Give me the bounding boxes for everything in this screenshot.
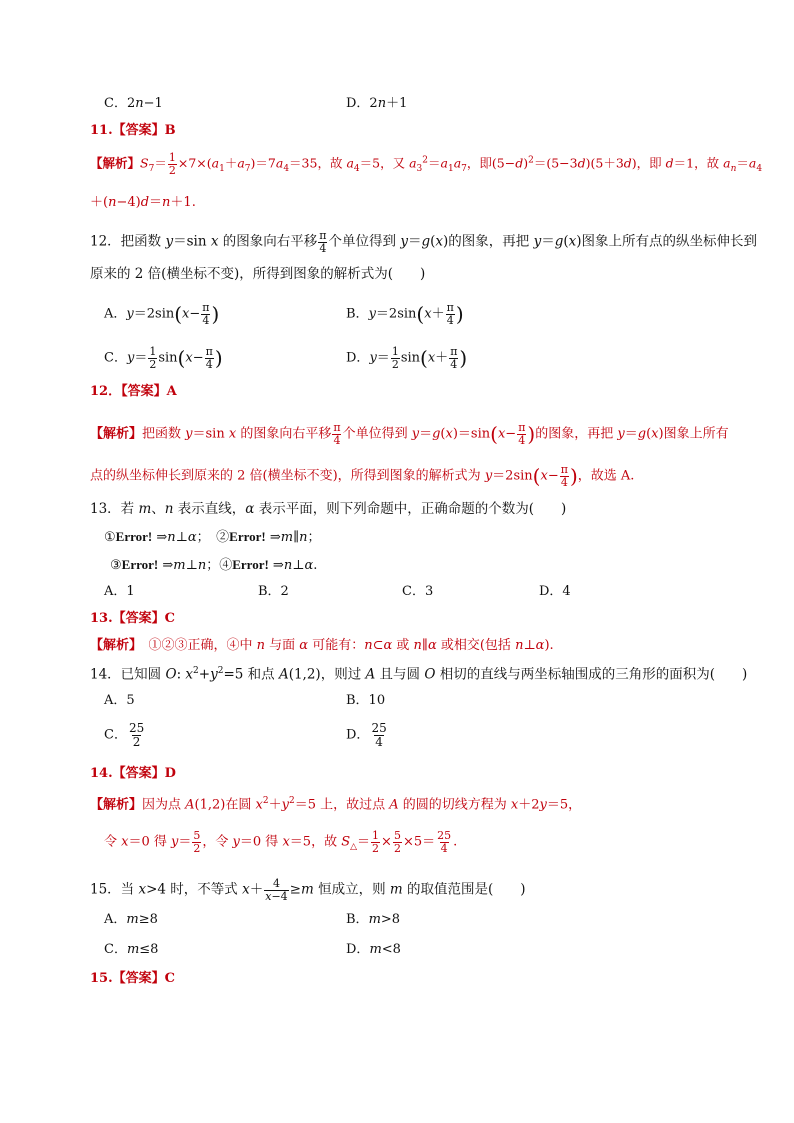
q14-option-a: A．5: [104, 693, 135, 708]
q14-option-c: C． $\frac{25}{2}$: [104, 721, 145, 749]
q12-option-a: A．y＝2sin(x− $\frac{\pi}{4}$ ): [104, 301, 220, 327]
q12-option-d: D．y＝ $\frac{1}{2}$ sin(x＋ $\frac{\pi}{4}$ ): [346, 345, 468, 371]
q14-option-b: B．10: [346, 693, 386, 708]
q12-explanation-line1: 【解析】把函数 y＝sin x 的图象向右平移 $\frac{\pi}{4}$ 个单位得到 y＝g(x)＝sin(x− $\frac{\pi}{4}$ )的图象，再把 y＝g(x)图象上所有: [90, 421, 729, 447]
q13-explanation: 【解析】 ①②③正确，④中 n 与面 α 可能有：n⊂α 或 n∥α 或相交(包括 n⊥α).: [90, 638, 554, 653]
q15-answer: 15.【答案】C: [90, 971, 175, 986]
q14-explanation-line1: 【解析】因为点 A(1,2)在圆 $x^2+y^2=5$ 上，故过点 A 的圆的切线方程为 x＋2y＝5，: [90, 796, 582, 813]
q12-stem-line2: 原来的 2 倍(横坐标不变)，所得到图象的解析式为( ): [90, 266, 426, 282]
q11-explanation-line1: 【解析】$S_7=$ $\frac{1}{2}$ $\times 7\times(a_1+a_7)=7a_4=35$，故 $a_4=5$，又 $a_3^2=a_1a_7$，即$(5-d)^2=(5-3d)(5+3d)$，即 d＝1，故 $a_n=a_4$: [90, 151, 763, 177]
q13-option-c: C．3: [402, 584, 434, 599]
q14-option-d: D． $\frac{25}{4}$: [346, 721, 387, 749]
q15-option-c: C．m≤8: [104, 942, 159, 957]
q15-option-d: D．m<8: [346, 942, 401, 957]
q12-explanation-line2: 点的纵坐标伸长到原来的 2 倍(横坐标不变)，所得到图象的解析式为 y＝2sin(x− $\frac{\pi}{4}$ )，故选 A.: [90, 463, 635, 489]
q12-expl-label: 【解析】: [90, 426, 143, 442]
q13-answer: 13.【答案】C: [90, 611, 175, 626]
q11-explanation-line2: ＋(n−4)d＝n＋1.: [90, 195, 196, 210]
q14-explanation-line2: 令 x＝0 得 y＝ $\frac{5}{2}$ ，令 y＝0 得 x＝5，故 $S_\triangle=$ $\frac{1}{2}$ × $\frac{5}{2}$ ×5＝ $\frac{25}{4}$ .: [104, 829, 458, 855]
q13-propositions-1-2: ①Error! ⇒n⊥α； ②Error! ⇒m∥n；: [104, 529, 321, 545]
q12-option-c: C．y＝ $\frac{1}{2}$ sin(x− $\frac{\pi}{4}$ ): [104, 345, 223, 371]
q15-option-a: A．m≥8: [104, 912, 158, 927]
q10-option-d: D．2n＋1: [346, 96, 408, 111]
q15-option-b: B．m>8: [346, 912, 401, 927]
q12-answer: 12．【答案】A: [90, 384, 177, 399]
q13-option-a: A．1: [104, 584, 135, 599]
q11-answer: 11.【答案】B: [90, 123, 176, 138]
q13-stem: 13．若 m、n 表示直线，α 表示平面，则下列命题中，正确命题的个数为( ): [90, 501, 567, 517]
q10-option-c: C．2n−1: [104, 96, 163, 111]
q14-expl-label: 【解析】: [90, 797, 143, 813]
q13-expl-label: 【解析】: [90, 638, 136, 653]
q12-stem-line1: 12．把函数 y＝sin x 的图象向右平移 $\frac{\pi}{4}$ 个单位得到 y＝g(x)的图象，再把 y＝g(x)图象上所有点的纵坐标伸长到: [90, 229, 758, 255]
q11-expl-label: 【解析】: [90, 155, 141, 171]
q14-stem: 14．已知圆 O: $x^2+y^2=5$ 和点 A(1,2)，则过 A 且与圆 O 相切的直线与两坐标轴围成的三角形的面积为( ): [90, 666, 748, 683]
q13-propositions-3-4: ③Error! ⇒m⊥n；④Error! ⇒n⊥α.: [110, 557, 318, 573]
q13-option-d: D．4: [539, 584, 571, 599]
q13-option-b: B．2: [258, 584, 289, 599]
q15-stem: 15．当 x>4 时，不等式 x＋ $\frac{4}{x-4}$ ≥m 恒成立，则 m 的取值范围是( ): [90, 877, 526, 903]
q12-option-b: B．y＝2sin(x＋ $\frac{\pi}{4}$ ): [346, 301, 464, 327]
q14-answer: 14.【答案】D: [90, 766, 176, 781]
